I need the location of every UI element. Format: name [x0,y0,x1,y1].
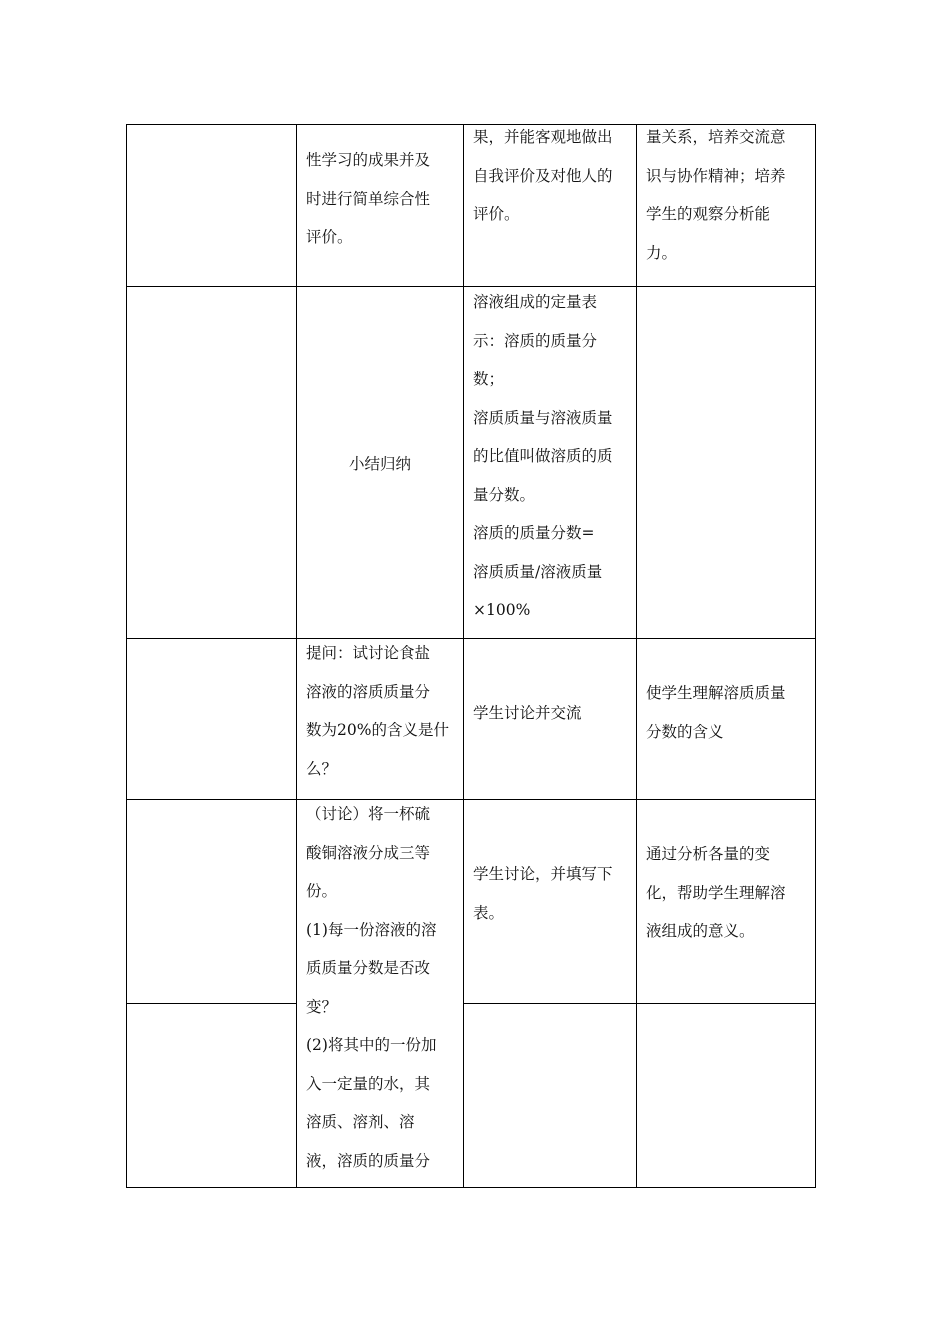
cell-text-line: 溶质的质量分数= [473,524,595,542]
cell-text-line: 力。 [646,243,678,262]
cell-text-line: 自我评价及对他人的 [473,166,613,185]
row1-student-activity-cell [473,118,613,234]
cell-text-line: 学生的观察分析能 [646,205,771,223]
row-divider-partial [463,1003,816,1004]
cell-text-line: 评价。 [473,205,520,223]
cell-text-line: 评价。 [306,228,353,246]
cell-text-line: 通过分析各量的变 [646,845,771,863]
cell-text-line: （讨论）将一杯硫 [306,805,431,823]
cell-text-line: 溶液组成的定量表 [473,293,598,311]
cell-text-line: 分数的含义 [646,722,724,741]
row-divider-partial [126,1003,297,1004]
cell-text-line: 时进行简单综合性 [306,189,431,208]
table-border-left [126,124,127,1188]
row4-discussion-cell [306,795,436,1180]
cell-text-line: 表。 [473,903,505,922]
cell-text-line: 变？ [306,997,338,1016]
cell-text-line: ×100% [473,601,531,619]
row3-student-activity-cell [473,694,582,733]
cell-text-line: 入一定量的水，其 [306,1074,431,1093]
row3-question-cell [306,634,449,788]
cell-text-line: 溶质质量/溶液质量 [473,562,603,581]
cell-text-line: (2)将其中的一份加 [306,1036,437,1054]
row-divider [126,799,816,800]
row3-intent-cell [646,674,786,751]
row1-objective-cell [306,141,430,257]
cell-text-line: 质质量分数是否改 [306,959,431,977]
cell-text-line: 数； [473,370,505,388]
cell-text-line: 量分数。 [473,485,536,504]
cell-text-line: 么？ [306,759,338,778]
row2-summary-content [473,283,613,630]
row-divider [126,286,816,287]
cell-text-line: 果，并能客观地做出 [473,128,613,146]
cell-text-line: 溶液的溶质质量分 [306,682,431,701]
cell-text-line: 量关系，培养交流意 [646,128,786,146]
cell-text-line: 化，帮助学生理解溶 [646,883,786,902]
row2-step-title [297,287,463,638]
cell-text-line: (1)每一份溶液的溶 [306,920,437,939]
cell-text-line: 的比值叫做溶质的质 [473,447,613,465]
row1-intent-cell [646,118,786,272]
cell-text-line: 溶质、溶剂、溶 [306,1113,415,1131]
column-divider [636,124,637,1188]
cell-text-line: 学生讨论并交流 [473,704,582,722]
cell-text-line: 使学生理解溶质质量 [646,684,786,702]
cell-text-line: 液组成的意义。 [646,922,755,940]
cell-text-line: 学生讨论，并填写下 [473,865,613,883]
summary-label: 小结归纳 [348,454,411,473]
cell-text-line: 性学习的成果并及 [306,151,431,169]
cell-text-line: 提问：试讨论食盐 [306,644,431,662]
cell-text-line: 酸铜溶液分成三等 [306,843,431,862]
cell-text-line: 液，溶质的质量分 [306,1151,431,1170]
cell-text-line: 溶质质量与溶液质量 [473,408,613,427]
cell-text-line: 示：溶质的质量分 [473,331,598,350]
table-border-bottom [126,1187,816,1188]
row-divider [126,638,816,639]
cell-text-line: 数为20%的含义是什 [306,721,449,739]
column-divider [463,124,464,1188]
row4-student-activity-cell [473,855,613,932]
column-divider [296,124,297,1188]
row4-intent-cell [646,835,786,951]
cell-text-line: 识与协作精神；培养 [646,166,786,185]
cell-text-line: 份。 [306,882,338,900]
table-border-right [815,124,816,1188]
